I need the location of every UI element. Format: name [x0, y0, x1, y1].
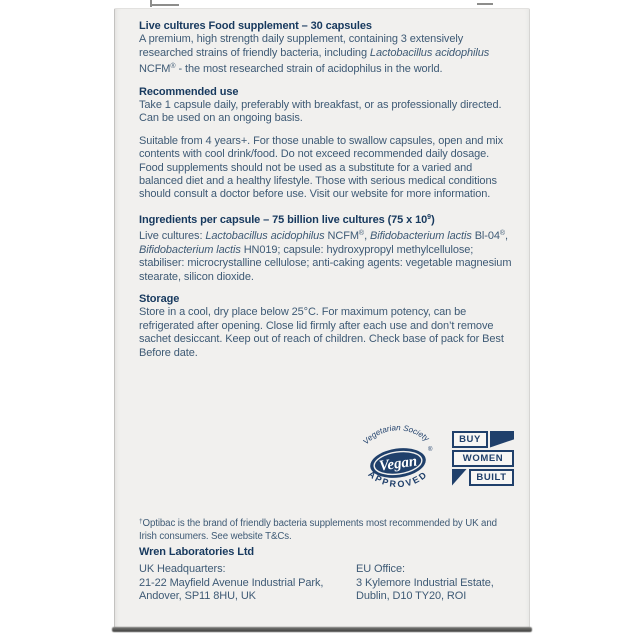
- ingredients-heading: Ingredients per capsule – 75 billion live cultures (75 x $10^9$): [139, 213, 435, 226]
- uk-office-address: [139, 563, 356, 603]
- uk-office-label: UK Headquarters:: [139, 563, 226, 576]
- eu-office-address-line2: Dublin, D10 TY20, ROI: [356, 590, 467, 603]
- manufacturer-name: Wren Laboratories Ltd: [139, 546, 255, 558]
- recommended-use-heading: Recommended use: [139, 85, 239, 98]
- eu-office-address-line1: 3 Kylemore Industrial Estate,: [356, 576, 494, 589]
- uk-office-address-line1: 21-22 Mayfield Avenue Industrial Park,: [139, 576, 324, 589]
- product-box-back-panel: [114, 8, 530, 628]
- bwb-row-women: [452, 450, 514, 467]
- section-suitability: [139, 135, 514, 202]
- bwb-row-buy: [452, 431, 514, 448]
- vegan-society-approved-logo: [355, 425, 441, 491]
- uk-office-address-line2: Andover, SP11 8HU, UK: [139, 590, 256, 603]
- storage-heading: Storage: [139, 292, 180, 305]
- box-top-edge-mark-left-horizontal: [151, 4, 179, 6]
- box-top-edge-mark-right: [477, 3, 493, 5]
- suitability-text: Suitable from 4 years+. For those unable to swallow capsules, open and mix contents with cool drink/food. Do not exceed recommended daily dosage. Food supplements should not be used as a substitute for a varied and balanced diet and a healthy lifestyle. Those with serious medical conditions should consult a doctor before use. Visit our website for more information.: [139, 134, 504, 201]
- bwb-triangle-icon: [452, 469, 467, 486]
- box-bottom-shadow: [112, 627, 532, 632]
- buy-women-built-logo: [452, 431, 514, 486]
- bwb-ribbon-fold-icon: [490, 431, 514, 448]
- section-ingredients: [139, 211, 514, 284]
- manufacturer-block: [139, 546, 519, 604]
- certification-logos: [355, 425, 514, 491]
- recommended-use-text: Take 1 capsule daily, preferably with breakfast, or as professionally directed. Can be used on an ongoing basis.: [139, 99, 502, 125]
- section-product-title: [139, 20, 514, 77]
- vegan-wordmark: Vegan: [378, 453, 419, 475]
- bwb-buy-label: BUY: [452, 431, 488, 448]
- section-storage: [139, 293, 514, 360]
- eu-office-label: EU Office:: [356, 563, 405, 576]
- product-title: Live cultures Food supplement – 30 capsules: [139, 20, 372, 32]
- label-text-column: [139, 20, 514, 369]
- bwb-women-label: WOMEN: [452, 450, 514, 467]
- eu-office-address: [356, 563, 519, 603]
- product-description: A premium, high strength daily supplement, containing 3 extensively researched strains of friendly bacteria, including Lactobacillus acidophilus NCFM® - the most researched strain of acidophilus in the world.: [139, 33, 490, 76]
- storage-text: Store in a cool, dry place below 25°C. For maximum potency, can be refrigerated after opening. Close lid firmly after each use and don’t remove sachet desiccant. Keep out of reach of children. Check base of pack for Best Before date.: [139, 306, 504, 359]
- section-recommended-use: [139, 86, 514, 126]
- vegan-arc-top-text: Vegetarian Society: [361, 425, 431, 447]
- bwb-row-built: [452, 469, 514, 486]
- ingredients-text: Live cultures: Lactobacillus acidophilus NCFM®, Bifidobacterium lactis Bl-04®, Bifidobacterium lactis HN019; capsule: hydroxypropyl methylcellulose; stabiliser: microcrystalline cellulose; anti-caking agents: vegetable magnesium stearate, silicon dioxide.: [139, 230, 512, 283]
- vegan-registered-mark: ®: [428, 447, 433, 453]
- bwb-built-label: BUILT: [469, 469, 514, 486]
- brand-footnote: †Optibac is the brand of friendly bacteria supplements most recommended by UK and Irish consumers. See website T&Cs.: [139, 518, 497, 543]
- svg-text:Vegetarian Society: [361, 425, 431, 446]
- vegan-arc-bottom-text: APPROVED: [366, 468, 430, 490]
